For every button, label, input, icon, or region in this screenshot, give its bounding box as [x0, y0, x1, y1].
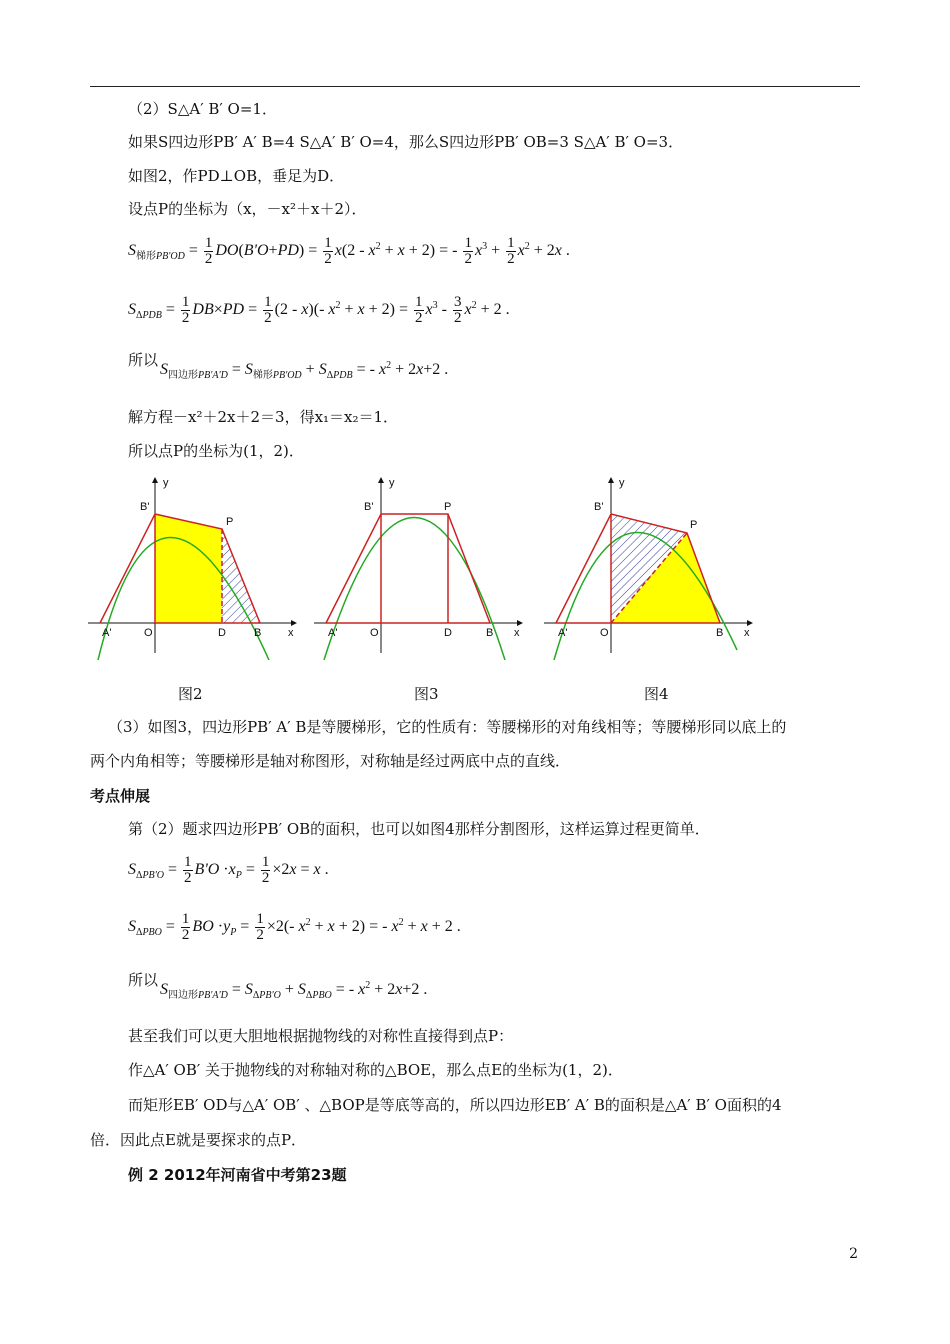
svg-text:B: B	[254, 627, 262, 639]
svg-text:B: B	[716, 627, 724, 639]
text-line-13: 作△A′ OB′ 关于抛物线的对称轴对称的△BOE，那么点E的坐标为(1，2)．	[128, 1061, 623, 1079]
caption-fig2: 图2	[178, 685, 203, 703]
svg-text:B': B'	[364, 501, 374, 513]
text-line-8: （3）如图3，四边形PB′ A′ B是等腰梯形，它的性质有：等腰梯形的对角线相等；等腰梯形同以底上的	[108, 718, 787, 736]
text-line-3: 如图2，作PD⊥OB，垂足为D．	[128, 167, 345, 185]
text-line-11: 所以	[128, 971, 159, 989]
svg-text:y: y	[619, 477, 625, 489]
figure-3	[314, 477, 522, 660]
text-line-9: 两个内角相等；等腰梯形是轴对称图形，对称轴是经过两底中点的直线．	[90, 752, 571, 770]
text-line-7: 所以点P的坐标为(1，2)．	[128, 442, 304, 460]
formula-quad-area-2: $S_{四边形PB'A'D} = S_{\Delta PB'O} + S_{\Delta PBO}$ = - $x^2 + 2x+2$ .	[160, 980, 428, 1001]
svg-text:A': A'	[558, 627, 568, 639]
svg-text:x: x	[288, 627, 294, 639]
formula-triangle-pbo-prime: $S_{\Delta PB'O}$ = $\frac{1}{2}$ $B'O \cdot x_P$ = $\frac{1}{2}$ ×2x = x .	[128, 854, 329, 886]
text-line-12: 甚至我们可以更大胆地根据抛物线的对称性直接得到点P：	[128, 1027, 514, 1045]
svg-text:D: D	[218, 627, 226, 639]
formula-trapezoid-area: $S_{梯形PB'OD}$ = $\frac{1}{2}$ DO(B'O+PD) = $\frac{1}{2}$ $x(2 - x^2 + x + 2)$ = - $\frac{1}{2}$ $x^3$ + $\frac{1}{2}$ $x^2 + 2x$ .	[128, 235, 570, 267]
header-rule	[90, 86, 860, 87]
svg-text:P: P	[444, 501, 452, 513]
svg-text:B': B'	[140, 501, 150, 513]
text-line-1: （2）S△A′ B′ O=1．	[128, 100, 277, 118]
example-heading: 例 2 2012年河南省中考第23题	[128, 1166, 347, 1184]
svg-text:O: O	[600, 627, 609, 639]
svg-text:y: y	[389, 477, 395, 489]
svg-text:A': A'	[328, 627, 338, 639]
svg-text:P: P	[690, 519, 698, 531]
svg-text:y: y	[163, 477, 169, 489]
svg-text:A': A'	[102, 627, 112, 639]
formula-triangle-pdb-area: $S_{\Delta PDB}$ = $\frac{1}{2}$ DB×PD = $\frac{1}{2}$ (2 - x)(- $x^2 + x + 2$) = $\frac{1}{2}$ $x^3$ - $\frac{3}{2}$ $x^2 + 2$ .	[128, 294, 510, 326]
caption-fig3: 图3	[414, 685, 439, 703]
text-line-14: 而矩形EB′ OD与△A′ OB′ 、△BOP是等底等高的，所以四边形EB′ A′ B的面积是△A′ B′ O面积的4	[128, 1096, 782, 1114]
svg-text:x: x	[744, 627, 750, 639]
figure-4	[544, 477, 752, 660]
svg-text:B: B	[486, 627, 494, 639]
text-line-10: 第（2）题求四边形PB′ OB的面积，也可以如图4那样分割图形，这样运算过程更简单．	[128, 820, 710, 838]
svg-text:x: x	[514, 627, 520, 639]
text-line-2: 如果S四边形PB′ A′ B=4 S△A′ B′ O=4，那么S四边形PB′ OB=3 S△A′ B′ O=3．	[128, 133, 684, 151]
text-line-4: 设点P的坐标为（x，－x²＋x＋2）．	[128, 200, 367, 218]
caption-fig4: 图4	[644, 685, 669, 703]
trapezoid-fill	[155, 514, 222, 623]
text-line-5: 所以	[128, 351, 159, 369]
formula-triangle-pbo: $S_{\Delta PBO}$ = $\frac{1}{2}$ BO $\cdot y_P$ = $\frac{1}{2}$ ×2(- $x^2 + x + 2$) = - $x^2 + x + 2$ .	[128, 911, 461, 943]
svg-text:P: P	[226, 516, 234, 528]
svg-text:O: O	[144, 627, 153, 639]
svg-text:O: O	[370, 627, 379, 639]
page-number: 2	[849, 1246, 858, 1262]
figure-2	[88, 477, 296, 660]
svg-text:D: D	[444, 627, 452, 639]
formula-quad-area: $S_{四边形PB'A'D} = S_{梯形PB'OD} + S_{\Delta PDB}$ = - $x^2 + 2x+2$ .	[160, 360, 449, 381]
text-line-6: 解方程－x²＋2x＋2＝3，得x₁＝x₂＝1．	[128, 408, 399, 426]
svg-text:B': B'	[594, 501, 604, 513]
section-heading: 考点伸展	[90, 787, 151, 805]
text-line-15: 倍．因此点E就是要探求的点P．	[90, 1131, 307, 1149]
figure-row	[88, 470, 768, 660]
